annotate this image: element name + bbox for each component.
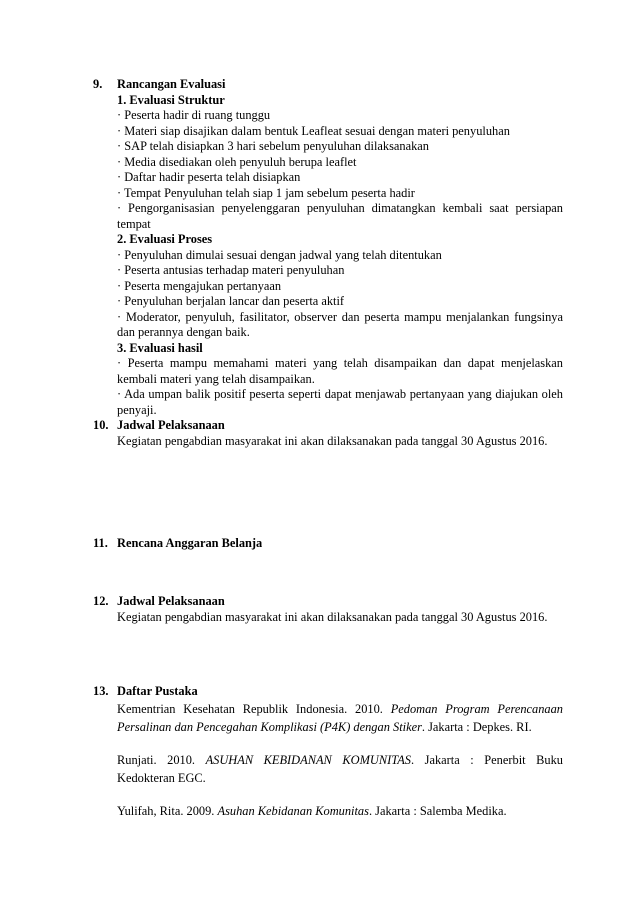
section-jadwal-pelaksanaan	[93, 418, 563, 449]
list-item: · Peserta hadir di ruang tunggu	[117, 108, 271, 122]
list-item: · Peserta mampu memahami materi yang telah disampaikan dan dapat menjelaskan kembali materi yang telah disampaikan.	[117, 356, 563, 386]
section-rencana-anggaran	[93, 536, 563, 552]
section-paragraph: Kegiatan pengabdian masyarakat ini akan dilaksanakan pada tanggal 30 Agustus 2016.	[117, 609, 548, 624]
list-item: · Pengorganisasian penyelenggaran penyuluhan dimatangkan kembali saat persiapan tempat	[117, 201, 563, 231]
reference-item	[117, 751, 563, 787]
list-item: · Peserta mengajukan pertanyaan	[117, 278, 282, 293]
list-item: · Peserta antusias terhadap materi penyuluhan	[117, 263, 345, 277]
section-paragraph: Kegiatan pengabdian masyarakat ini akan dilaksanakan pada tanggal 30 Agustus 2016.	[117, 433, 548, 448]
section-rancangan-evaluasi	[93, 77, 563, 418]
section-title: Jadwal Pelaksanaan	[117, 594, 225, 608]
list-item: · Tempat Penyuluhan telah siap 1 jam sebelum peserta hadir	[117, 185, 415, 200]
reference-list	[117, 700, 563, 820]
section-number: 11.	[93, 536, 108, 550]
section-number: 10.	[93, 418, 109, 432]
section-number: 13.	[93, 684, 109, 698]
reference-publisher: . Jakarta : Penerbit Buku Kedokteran EGC.	[117, 752, 563, 785]
list-item: · Media disediakan oleh penyuluh berupa leaflet	[117, 154, 357, 169]
section-body	[117, 93, 563, 419]
subheading-evaluasi-hasil: 3. Evaluasi hasil	[117, 340, 203, 355]
section-heading	[93, 536, 563, 552]
section-heading	[93, 684, 563, 700]
list-item: · Penyuluhan dimulai sesuai dengan jadwal yang telah ditentukan	[117, 247, 442, 262]
section-heading	[93, 418, 563, 434]
section-daftar-pustaka	[93, 684, 563, 820]
section-jadwal-pelaksanaan-2	[93, 594, 563, 625]
reference-title: Pedoman Program Perencanaan Persalinan dan Pencegahan Komplikasi (P4K) dengan Stiker	[117, 701, 563, 734]
list-item: · Daftar hadir peserta telah disiapkan	[117, 170, 301, 184]
list-item: · Ada umpan balik positif peserta seperti dapat menjawab pertanyaan yang diajukan oleh penyaji.	[117, 387, 563, 417]
section-number: 12.	[93, 594, 109, 608]
reference-publisher: . Jakarta : Depkes. RI.	[421, 719, 532, 734]
reference-item	[117, 802, 563, 820]
section-number: 9.	[93, 77, 103, 91]
section-heading	[93, 594, 563, 610]
section-title: Rencana Anggaran Belanja	[117, 536, 263, 550]
reference-author: Kementrian Kesehatan Republik Indonesia. 2010.	[117, 701, 391, 716]
section-title: Daftar Pustaka	[117, 684, 198, 698]
subheading-evaluasi-struktur: 1. Evaluasi Struktur	[117, 92, 225, 107]
section-title: Jadwal Pelaksanaan	[117, 418, 225, 432]
list-item: · SAP telah disiapkan 3 hari sebelum penyuluhan dilaksanakan	[117, 139, 429, 153]
reference-item	[117, 700, 563, 736]
list-item: · Penyuluhan berjalan lancar dan peserta aktif	[117, 294, 345, 308]
section-title: Rancangan Evaluasi	[117, 77, 226, 91]
list-item: · Moderator, penyuluh, fasilitator, observer dan peserta mampu menjalankan fungsinya dan perannya dengan baik.	[117, 309, 563, 339]
reference-author: Yulifah, Rita. 2009.	[117, 803, 218, 818]
reference-title: ASUHAN KEBIDANAN KOMUNITAS	[205, 752, 411, 767]
list-item: · Materi siap disajikan dalam bentuk Leafleat sesuai dengan materi penyuluhan	[117, 123, 510, 138]
reference-publisher: . Jakarta : Salemba Medika.	[368, 803, 507, 818]
subheading-evaluasi-proses: 2. Evaluasi Proses	[117, 232, 213, 246]
section-heading	[93, 77, 563, 93]
reference-title: Asuhan Kebidanan Komunitas	[217, 803, 369, 818]
reference-author: Runjati. 2010.	[117, 752, 206, 767]
